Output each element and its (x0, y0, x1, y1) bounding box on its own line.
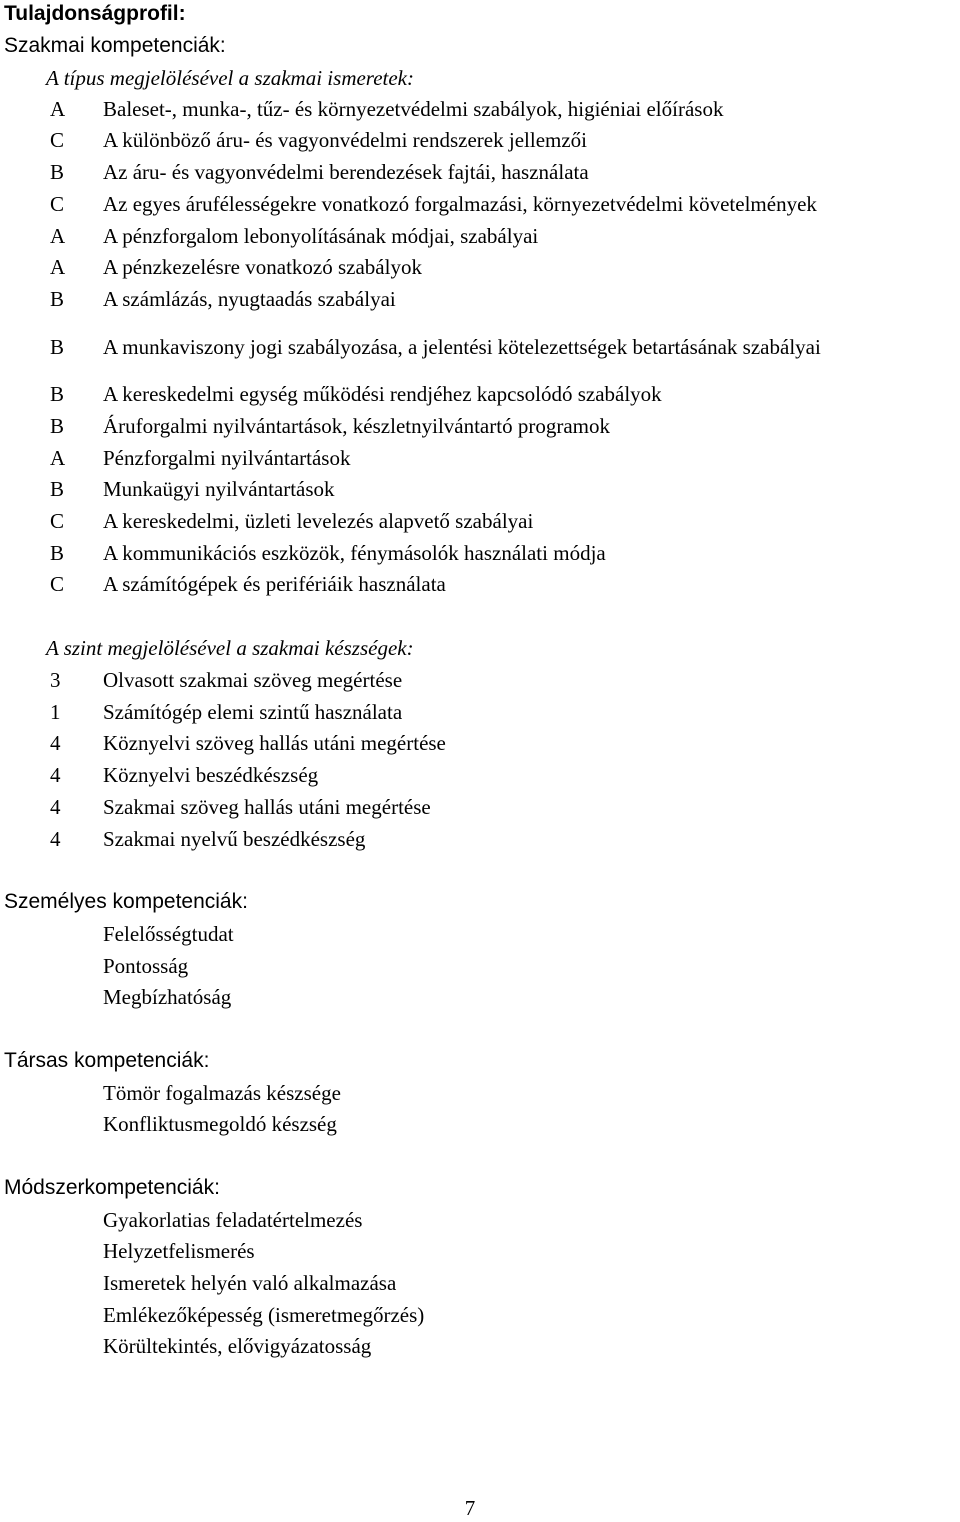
knowledge-code: B (50, 287, 65, 311)
method-item: Helyzetfelismerés (103, 1239, 255, 1263)
document-title: Tulajdonságprofil: (4, 2, 186, 25)
knowledge-text: A kereskedelmi egység működési rendjéhez kapcsolódó szabályok (103, 382, 662, 406)
personal-item: Megbízhatóság (103, 985, 232, 1009)
method-heading: Módszerkompetenciák: (4, 1176, 220, 1199)
knowledge-code: C (50, 509, 65, 533)
skill-level: 3 (50, 668, 61, 692)
skill-text: Köznyelvi beszédkészség (103, 763, 319, 787)
social-heading: Társas kompetenciák: (4, 1049, 210, 1072)
skill-text: Szakmai nyelvű beszédkészség (103, 827, 366, 851)
method-item: Körültekintés, elővigyázatosság (103, 1334, 372, 1358)
skills-subheading: A szint megjelölésével a szakmai készségek: (46, 636, 414, 660)
skill-level: 1 (50, 700, 61, 724)
knowledge-text: A számítógépek és perifériáik használata (103, 572, 446, 596)
knowledge-text: Áruforgalmi nyilvántartások, készletnyilvántartó programok (103, 414, 610, 438)
knowledge-code: B (50, 160, 65, 184)
knowledge-text: A különböző áru- és vagyonvédelmi rendszerek jellemzői (103, 128, 588, 152)
knowledge-text: A kereskedelmi, üzleti levelezés alapvető szabályai (103, 509, 534, 533)
skill-level: 4 (50, 795, 61, 819)
social-item: Tömör fogalmazás készsége (103, 1081, 341, 1105)
personal-item: Pontosság (103, 954, 189, 978)
skill-text: Számítógép elemi szintű használata (103, 700, 403, 724)
knowledge-text: A pénzforgalom lebonyolításának módjai, szabályai (103, 224, 539, 248)
method-item: Gyakorlatias feladatértelmezés (103, 1208, 363, 1232)
knowledge-code: C (50, 128, 65, 152)
social-item: Konfliktusmegoldó készség (103, 1112, 337, 1136)
knowledge-code: C (50, 192, 65, 216)
personal-item: Felelősségtudat (103, 922, 234, 946)
knowledge-text: Baleset-, munka-, tűz- és környezetvédelmi szabályok, higiéniai előírások (103, 97, 724, 121)
skill-text: Szakmai szöveg hallás utáni megértése (103, 795, 431, 819)
knowledge-code: B (50, 541, 65, 565)
knowledge-code: C (50, 572, 65, 596)
professional-heading: Szakmai kompetenciák: (4, 34, 226, 57)
knowledge-code: A (50, 224, 66, 248)
knowledge-text: A munkaviszony jogi szabályozása, a jelentési kötelezettségek betartásának szabályai (103, 335, 821, 359)
knowledge-text: Az áru- és vagyonvédelmi berendezések fajtái, használata (103, 160, 589, 184)
knowledge-code: A (50, 446, 66, 470)
skill-text: Köznyelvi szöveg hallás utáni megértése (103, 731, 446, 755)
personal-heading: Személyes kompetenciák: (4, 890, 248, 913)
knowledge-code: A (50, 255, 66, 279)
knowledge-code: B (50, 382, 65, 406)
method-item: Ismeretek helyén való alkalmazása (103, 1271, 397, 1295)
skill-level: 4 (50, 731, 61, 755)
page-number: 7 (464, 1496, 476, 1520)
knowledge-text: Munkaügyi nyilvántartások (103, 477, 335, 501)
knowledge-code: B (50, 414, 65, 438)
knowledge-code: A (50, 97, 66, 121)
skill-text: Olvasott szakmai szöveg megértése (103, 668, 403, 692)
knowledge-subheading: A típus megjelölésével a szakmai ismeretek: (46, 66, 414, 90)
knowledge-code: B (50, 335, 65, 359)
knowledge-text: Pénzforgalmi nyilvántartások (103, 446, 351, 470)
knowledge-text: A számlázás, nyugtaadás szabályai (103, 287, 396, 311)
method-item: Emlékezőképesség (ismeretmegőrzés) (103, 1303, 425, 1327)
knowledge-code: B (50, 477, 65, 501)
knowledge-text: Az egyes árufélességekre vonatkozó forgalmazási, környezetvédelmi követelmények (103, 192, 817, 216)
skill-level: 4 (50, 763, 61, 787)
knowledge-text: A kommunikációs eszközök, fénymásolók használati módja (103, 541, 606, 565)
skill-level: 4 (50, 827, 61, 851)
knowledge-text: A pénzkezelésre vonatkozó szabályok (103, 255, 422, 279)
